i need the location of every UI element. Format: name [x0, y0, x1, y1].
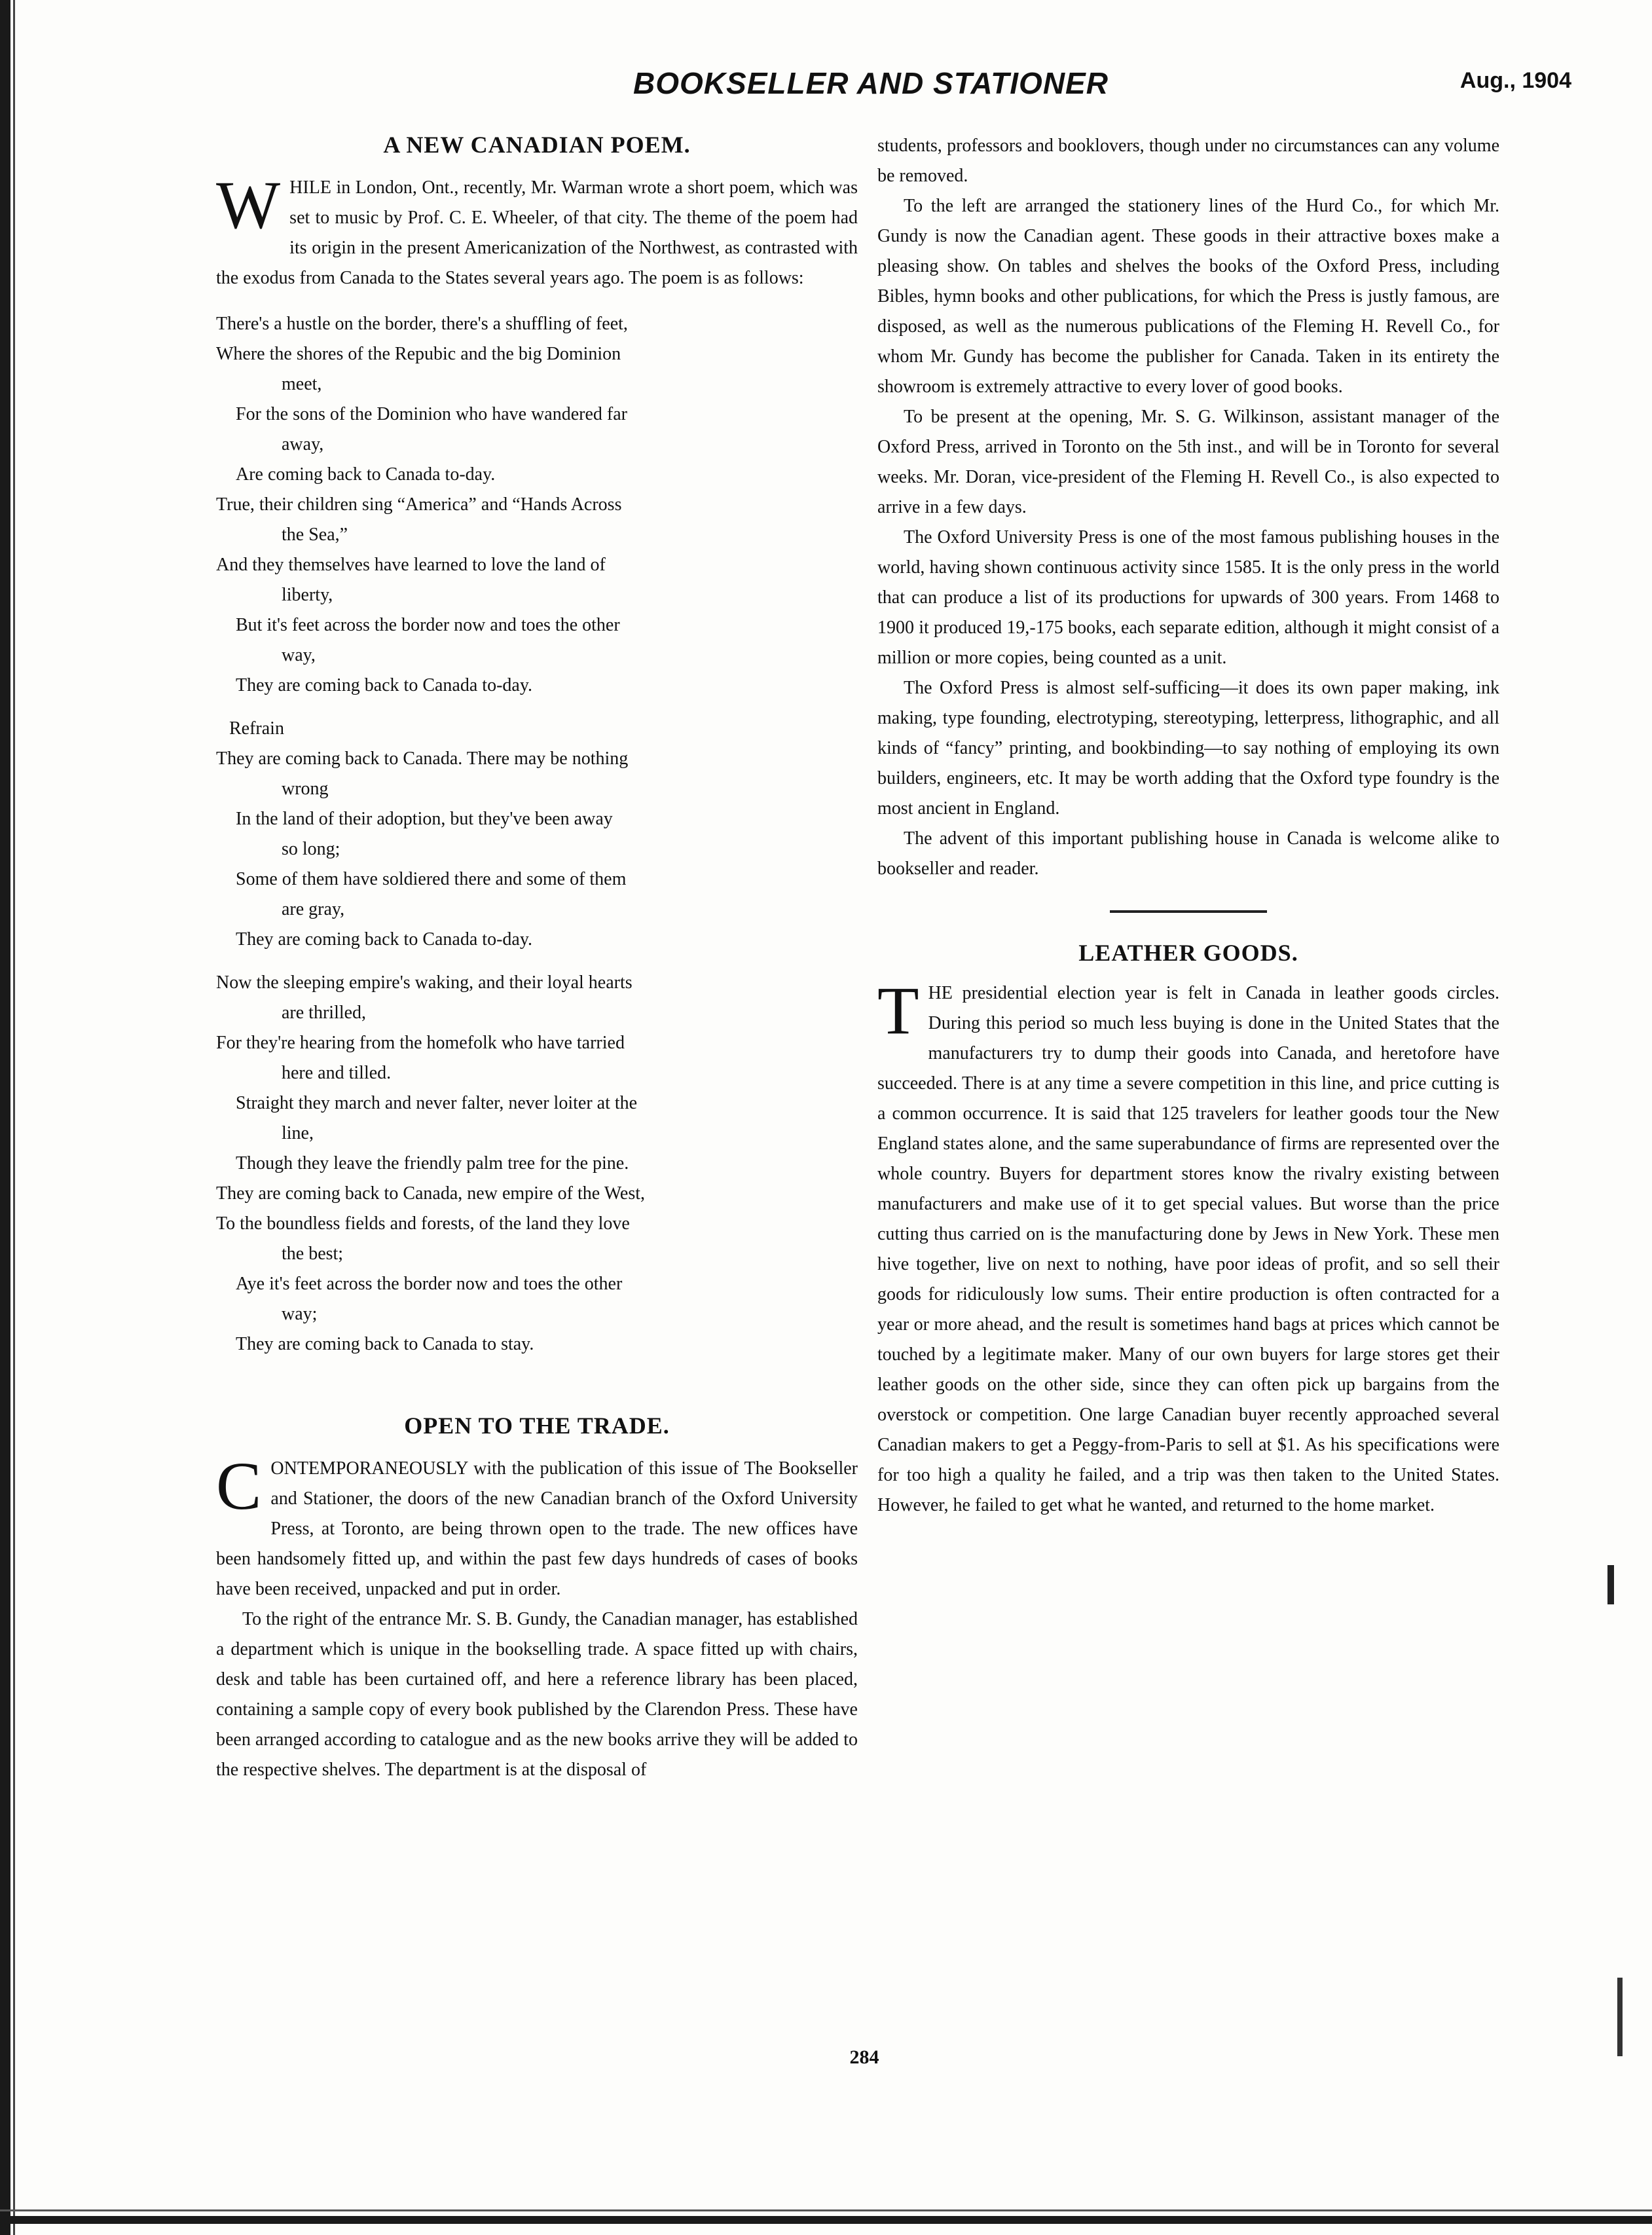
scan-mark — [1617, 1978, 1623, 2056]
poem-line: Aye it's feet across the border now and toes the other — [236, 1274, 623, 1294]
poem-line: way, — [282, 645, 316, 665]
article-title-poem: A NEW CANADIAN POEM. — [383, 132, 691, 158]
poem-line: In the land of their adoption, but they've been away — [236, 809, 613, 829]
poem-line: Straight they march and never falter, never loiter at the — [236, 1093, 638, 1113]
page-number: 284 — [849, 2046, 879, 2068]
drop-cap: T — [877, 973, 919, 1048]
poem-line: are gray, — [282, 899, 345, 919]
left-margin-rule-thin — [13, 0, 15, 2235]
poem-line: Now the sleeping empire's waking, and their loyal hearts — [216, 972, 633, 993]
refrain-label: Refrain — [229, 718, 284, 739]
trade-para-6: The Oxford Press is almost self-sufficing—it does its own paper making, ink making, type founding, electrotyping, stereotyping, letterpress, lithographic, and all kinds of “fancy” printing, and bookbinding—to say nothing of employing its own builders, engineers, etc. It may be worth adding that the Oxford type foundry is the most ancient in England. — [877, 678, 1499, 819]
poem-line: so long; — [282, 839, 340, 859]
poem-stanza-1 — [216, 309, 858, 701]
poem-line: away, — [282, 434, 324, 454]
poem-line: are thrilled, — [282, 1003, 367, 1023]
poem-stanza-3 — [216, 968, 858, 1359]
poem-line: They are coming back to Canada. There may be nothing — [216, 748, 629, 769]
trade-para-7: The advent of this important publishing house in Canada is welcome alike to bookseller and reader. — [877, 828, 1499, 879]
drop-cap: C — [216, 1449, 262, 1524]
poem-line: way; — [282, 1304, 318, 1324]
trade-para-3: To the left are arranged the stationery lines of the Hurd Co., for which Mr. Gundy is now the Canadian agent. These goods in their attractive boxes make a pleasing show. On tables and shelves the books of the Oxford Press, including Bibles, hymn books and other publications, for which the Press is justly famous, are disposed, as well as the numerous publications of the Fleming H. Revell Co., for whom Mr. Gundy has become the publisher for Canada. Taken in its entirety the showroom is extremely attractive to every lover of good books. — [877, 196, 1499, 397]
page-header-date: Aug., 1904 — [1459, 68, 1571, 93]
poem-intro — [216, 168, 858, 293]
poem-line: For the sons of the Dominion who have wandered far — [236, 404, 627, 424]
poem-line: And they themselves have learned to love the land of — [216, 555, 606, 575]
poem-line: meet, — [282, 374, 322, 394]
poem-line: Some of them have soldiered there and some of them — [236, 869, 627, 889]
drop-cap: W — [216, 168, 281, 243]
poem-line: Though they leave the friendly palm tree for the pine. — [236, 1153, 629, 1173]
poem-line: line, — [282, 1123, 314, 1143]
poem-line: the best; — [282, 1244, 344, 1264]
poem-line: They are coming back to Canada to stay. — [236, 1334, 534, 1354]
poem-line: There's a hustle on the border, there's a shuffling of feet, — [216, 314, 628, 334]
leather-body — [877, 973, 1499, 1521]
trade-para-1 — [216, 1449, 858, 1604]
poem-line: For they're hearing from the homefolk who have tarried — [216, 1033, 625, 1053]
trade-para-4: To be present at the opening, Mr. S. G. Wilkinson, assistant manager of the Oxford Press, arrived in Toronto on the 5th inst., and will be in Toronto for several weeks. Mr. Doran, vice-president of the Fleming H. Revell Co., is also expected to arrive in a few days. — [877, 407, 1499, 517]
article-title-trade: OPEN TO THE TRADE. — [404, 1413, 670, 1439]
section-divider — [1110, 910, 1267, 913]
scan-mark — [1607, 1565, 1614, 1604]
poem-line: the Sea,” — [282, 525, 348, 545]
poem-line: They are coming back to Canada to-day. — [236, 675, 533, 695]
poem-line: wrong — [282, 779, 329, 799]
bottom-rule-thin — [0, 2209, 1652, 2211]
bottom-rule — [0, 2216, 1652, 2224]
trade-para-2: To the right of the entrance Mr. S. B. Gundy, the Canadian manager, has established a department which is unique in the bookselling trade. A space fitted up with chairs, desk and table has been curtained off, and here a reference library has been placed, containing a sample copy of every book published by the Clarendon Press. These have been arranged according to catalogue and as the new books arrive they will be added to the respective shelves. The department is at the disposal of — [216, 1609, 858, 1780]
trade-para-5: The Oxford University Press is one of the most famous publishing houses in the world, having shown continuous activity since 1585. It is the only press in the world that can produce a list of its productions for upwards of 300 years. From 1468 to 1900 it produced 19,-175 books, each separate edition, although it might consist of a million or more copies, being counted as a unit. — [877, 527, 1499, 668]
poem-line: They are coming back to Canada, new empire of the West, — [216, 1183, 645, 1204]
poem-line: liberty, — [282, 585, 333, 605]
right-column — [877, 131, 1499, 1521]
poem-line: here and tilled. — [282, 1063, 392, 1083]
poem-line: Are coming back to Canada to-day. — [236, 464, 496, 485]
poem-line: To the boundless fields and forests, of the land they love — [216, 1213, 630, 1234]
poem-line: But it's feet across the border now and toes the other — [236, 615, 620, 635]
poem-line: They are coming back to Canada to-day. — [236, 929, 533, 950]
left-margin-rule — [0, 0, 10, 2235]
poem-line: True, their children sing “America” and “Hands Across — [216, 494, 622, 515]
poem-intro-text: HILE in London, Ont., recently, Mr. Warman wrote a short poem, which was set to music by Prof. C. E. Wheeler, of that city. The theme of the poem had its origin in the present Americanization of the Northwest, as contrasted with the exodus from Canada to the States several years ago. The poem is as follows: — [216, 177, 858, 288]
left-column — [216, 131, 858, 1785]
page-header-title: BOOKSELLER AND STATIONER — [633, 66, 1109, 100]
article-title-leather: LEATHER GOODS. — [1078, 940, 1298, 966]
trade-para-1-text: ONTEMPORANEOUSLY with the publication of this issue of The Bookseller and Stationer, the doors of the new Canadian branch of the Oxford University Press, at Toronto, are being thrown open to the trade. The new offices have been handsomely fitted up, and within the past few days hundreds of cases of books have been received, unpacked and put in order. — [216, 1458, 858, 1599]
trade-para-2-continued: students, professors and booklovers, though under no circumstances can any volume be removed. — [877, 136, 1499, 186]
poem-line: Where the shores of the Repubic and the big Dominion — [216, 344, 621, 364]
leather-body-text: HE presidential election year is felt in Canada in leather goods circles. During this period so much less buying is done in the United States that the manufacturers try to dump their goods into Canada, and heretofore have succeeded. There is at any time a severe competition in this line, and price cutting is a common occurrence. It is said that 125 travelers for leather goods tour the New England states alone, and the same superabundance of firms are represented over the whole country. Buyers for department stores know the rivalry existing between manufacturers and make use of it to get special values. But worse than the price cutting thus carried on is the manufacturing done by Jews in New York. These men hive together, live on next to nothing, have poor ideas of profit, and so sell their goods for ridiculously low sums. Their entire production is often contracted for a year or more ahead, and the result is sometimes hand bags at prices which cannot be touched by a legitimate maker. Many of our own buyers for large stores get their leather goods on the other side, since they can often pick up bargains from the overstock or competition. One large Canadian buyer recently approached several Canadian makers to get a Peggy-from-Paris to sell at $1. As his specifications were for too high a quality he failed, and a trip was then taken to the United States. However, he failed to get what he wanted, and returned to the home market. — [877, 983, 1499, 1515]
poem-stanza-2 — [216, 744, 858, 955]
